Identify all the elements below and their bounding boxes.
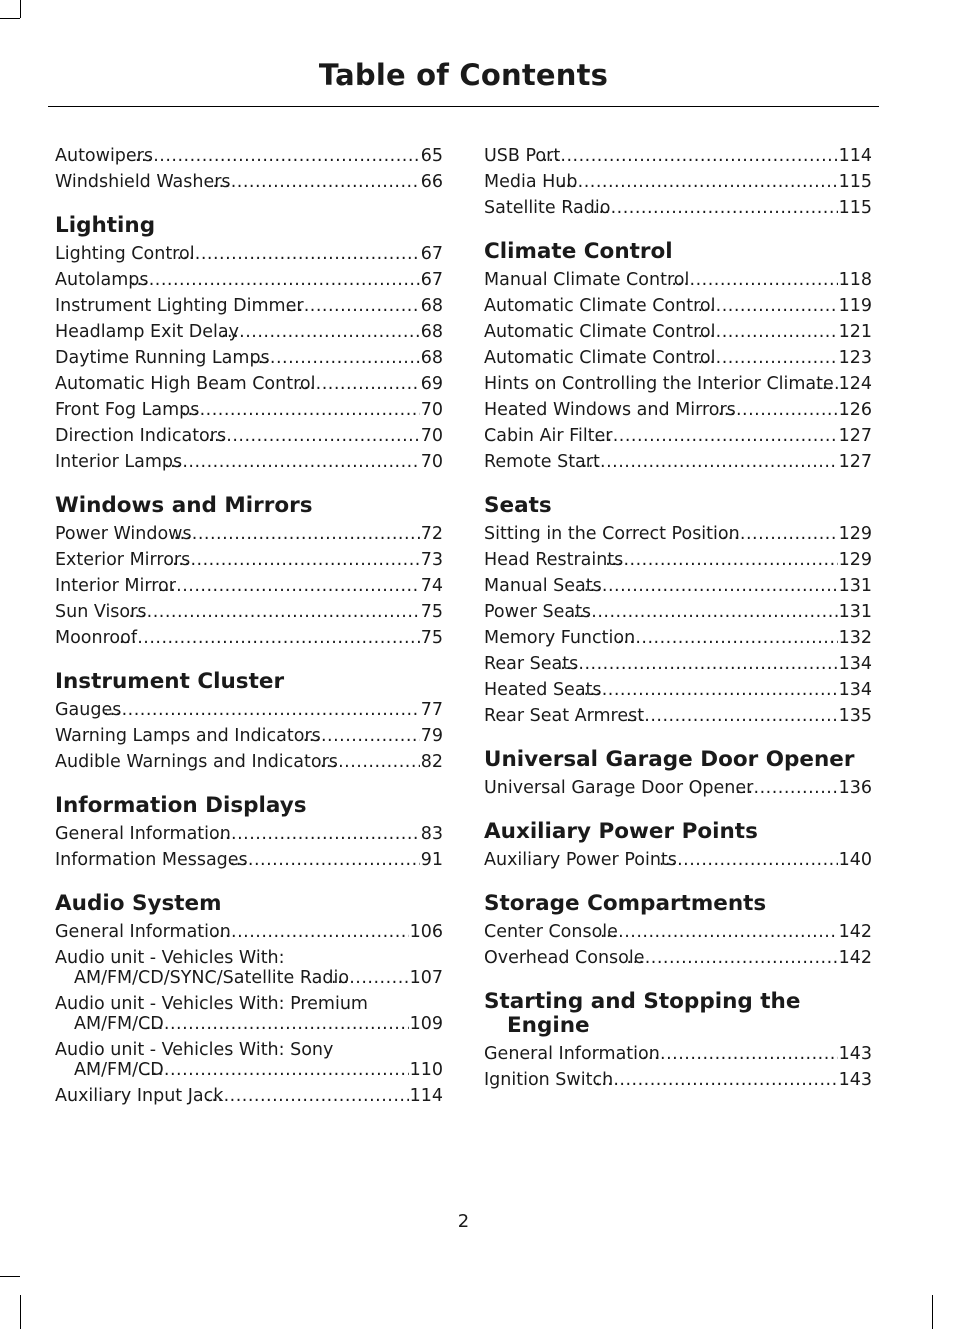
- toc-entry-title: Heated Seats .....: [484, 680, 838, 700]
- toc-entry[interactable]: [484, 426, 872, 446]
- toc-entry-page-number: 66: [420, 172, 443, 192]
- toc-entry[interactable]: [484, 146, 872, 166]
- toc-section-lighting: [55, 214, 443, 472]
- toc-entry[interactable]: [484, 198, 872, 218]
- toc-entry-title: Interior Mirror .....: [55, 576, 420, 596]
- toc-entry-page-number: 119: [838, 296, 872, 316]
- title-rule: [48, 106, 879, 107]
- toc-entry-title: Audible Warnings and Indicators .....: [55, 752, 420, 772]
- toc-entry-page-number: 129: [838, 550, 872, 570]
- toc-entry[interactable]: [55, 922, 443, 942]
- toc-entry-page-number: 114: [409, 1086, 443, 1106]
- toc-entry[interactable]: [484, 172, 872, 192]
- toc-entry[interactable]: [484, 1044, 872, 1064]
- toc-entry[interactable]: [484, 374, 872, 394]
- toc-entry[interactable]: [484, 628, 872, 648]
- toc-entry[interactable]: [55, 374, 443, 394]
- toc-entry-page-number: 115: [838, 198, 872, 218]
- toc-entry-title: Audio unit - Vehicles With: Premium AM/FM/CD .....: [55, 994, 409, 1034]
- toc-entry-title: Overhead Console .....: [484, 948, 838, 968]
- toc-entry[interactable]: [55, 576, 443, 596]
- toc-entry-page-number: 115: [838, 172, 872, 192]
- toc-entry-page-number: 70: [420, 452, 443, 472]
- toc-entry-title: Remote Start .....: [484, 452, 838, 472]
- toc-entry[interactable]: [55, 1086, 443, 1106]
- page-title: Table of Contents: [318, 58, 609, 92]
- toc-entry-page-number: 106: [409, 922, 443, 942]
- toc-entry-page-number: 68: [420, 296, 443, 316]
- toc-entry[interactable]: [484, 270, 872, 290]
- toc-entry[interactable]: [55, 850, 443, 870]
- toc-entry[interactable]: [484, 602, 872, 622]
- section-heading: Seats: [484, 493, 552, 518]
- toc-entry[interactable]: [55, 426, 443, 446]
- toc-entry-page-number: 121: [838, 322, 872, 342]
- toc-entry[interactable]: [484, 680, 872, 700]
- toc-section-information-displays: [55, 794, 443, 870]
- toc-entry[interactable]: [484, 654, 872, 674]
- toc-section-universal-garage-door-opener: [484, 748, 872, 798]
- toc-entry-title: Memory Function .....: [484, 628, 838, 648]
- toc-section-auxiliary-power-points: [484, 820, 872, 870]
- toc-entry[interactable]: [55, 452, 443, 472]
- toc-entry-page-number: 123: [838, 348, 872, 368]
- toc-entry-title: Sitting in the Correct Position .....: [484, 524, 838, 544]
- section-heading: Auxiliary Power Points: [484, 819, 758, 844]
- toc-entry[interactable]: [484, 778, 872, 798]
- toc-entry-title: Hints on Controlling the Interior Climate .....: [484, 374, 838, 394]
- toc-entry-page-number: 124: [838, 374, 872, 394]
- toc-section-starting-and-stopping-the-engine: [484, 990, 872, 1090]
- toc-entry[interactable]: [484, 922, 872, 942]
- toc-entry-title: Head Restraints .....: [484, 550, 838, 570]
- toc-entry-title: Information Messages .....: [55, 850, 420, 870]
- toc-entry-page-number: 77: [420, 700, 443, 720]
- toc-entry-page-number: 75: [420, 602, 443, 622]
- toc-entry-page-number: 91: [420, 850, 443, 870]
- toc-entry-title: Automatic Climate Control .....: [484, 322, 838, 342]
- toc-entry-title: Windshield Washers .....: [55, 172, 420, 192]
- toc-entry[interactable]: [55, 244, 443, 264]
- toc-entry-page-number: 68: [420, 322, 443, 342]
- toc-entry-title: Interior Lamps .....: [55, 452, 420, 472]
- section-heading: Starting and Stopping the Engine: [484, 989, 801, 1038]
- toc-entry-page-number: 135: [838, 706, 872, 726]
- toc-entry-page-number: 136: [838, 778, 872, 798]
- toc-entry[interactable]: [55, 172, 443, 192]
- toc-entry[interactable]: [484, 1070, 872, 1090]
- toc-entry-title: General Information .....: [55, 922, 409, 942]
- toc-entry-page-number: 134: [838, 654, 872, 674]
- toc-entry[interactable]: [55, 948, 443, 988]
- toc-entry-page-number: 74: [420, 576, 443, 596]
- toc-entry-page-number: 132: [838, 628, 872, 648]
- toc-entry-title: Gauges .....: [55, 700, 420, 720]
- toc-section-storage-compartments: [484, 892, 872, 968]
- toc-entry-title: Front Fog Lamps .....: [55, 400, 420, 420]
- toc-entry-title: Ignition Switch .....: [484, 1070, 838, 1090]
- toc-entry-page-number: 143: [838, 1070, 872, 1090]
- crop-mark-bottom-left-horizontal: [0, 1276, 20, 1277]
- toc-entry-page-number: 127: [838, 452, 872, 472]
- toc-entry-page-number: 82: [420, 752, 443, 772]
- toc-entry[interactable]: [55, 628, 443, 648]
- crop-mark-top-left-horizontal: [0, 18, 20, 19]
- toc-entry-page-number: 83: [420, 824, 443, 844]
- toc-entry-page-number: 110: [409, 1060, 443, 1080]
- toc-section: [484, 146, 872, 218]
- toc-entry[interactable]: [55, 994, 443, 1034]
- toc-entry[interactable]: [55, 348, 443, 368]
- toc-section-climate-control: [484, 240, 872, 472]
- toc-entry[interactable]: [55, 146, 443, 166]
- section-heading: Audio System: [55, 891, 222, 916]
- toc-entry-title: Warning Lamps and Indicators .....: [55, 726, 420, 746]
- toc-entry-page-number: 109: [409, 1014, 443, 1034]
- toc-entry-title: Rear Seat Armrest .....: [484, 706, 838, 726]
- toc-entry-page-number: 129: [838, 524, 872, 544]
- toc-section: [55, 146, 443, 192]
- toc-entry-page-number: 142: [838, 948, 872, 968]
- toc-entry[interactable]: [55, 524, 443, 544]
- crop-mark-bottom-left-vertical: [20, 1295, 21, 1329]
- section-heading: Information Displays: [55, 793, 307, 818]
- section-heading: Lighting: [55, 213, 156, 238]
- toc-entry[interactable]: [484, 850, 872, 870]
- toc-entry-title: Daytime Running Lamps .....: [55, 348, 420, 368]
- toc-entry-title: Automatic Climate Control .....: [484, 296, 838, 316]
- toc-column-right: [484, 146, 872, 1112]
- toc-entry-page-number: 79: [420, 726, 443, 746]
- toc-entry-title: Autolamps .....: [55, 270, 420, 290]
- toc-entry-title: Rear Seats .....: [484, 654, 838, 674]
- crop-mark-bottom-right-vertical: [932, 1295, 933, 1329]
- toc-entry-title: Manual Climate Control .....: [484, 270, 838, 290]
- toc-entry-page-number: 134: [838, 680, 872, 700]
- toc-entry-title: Exterior Mirrors .....: [55, 550, 420, 570]
- section-heading: Climate Control: [484, 239, 673, 264]
- toc-entry-page-number: 67: [420, 244, 443, 264]
- toc-entry-title: Sun Visors .....: [55, 602, 420, 622]
- toc-section-instrument-cluster: [55, 670, 443, 772]
- toc-entry-title: Lighting Control .....: [55, 244, 420, 264]
- toc-entry-title: General Information .....: [484, 1044, 838, 1064]
- toc-entry-page-number: 69: [420, 374, 443, 394]
- toc-entry[interactable]: [55, 550, 443, 570]
- toc-entry[interactable]: [484, 706, 872, 726]
- toc-entry[interactable]: [55, 752, 443, 772]
- toc-entry-page-number: 143: [838, 1044, 872, 1064]
- toc-entry[interactable]: [55, 1040, 443, 1080]
- toc-entry-title: Auxiliary Power Points .....: [484, 850, 838, 870]
- toc-entry-title: Moonroof .....: [55, 628, 420, 648]
- toc-entry-title: Auxiliary Input Jack .....: [55, 1086, 409, 1106]
- toc-section-seats: [484, 494, 872, 726]
- section-heading: Universal Garage Door Opener: [484, 747, 855, 772]
- toc-entry[interactable]: [484, 948, 872, 968]
- toc-entry[interactable]: [55, 296, 443, 316]
- toc-entry[interactable]: [55, 400, 443, 420]
- crop-mark-top-left-vertical: [20, 0, 21, 18]
- toc-entry-title: Center Console .....: [484, 922, 838, 942]
- toc-entry[interactable]: [484, 348, 872, 368]
- toc-entry[interactable]: [484, 524, 872, 544]
- toc-entry-title: Manual Seats .....: [484, 576, 838, 596]
- toc-entry-page-number: 72: [420, 524, 443, 544]
- toc-entry[interactable]: [55, 824, 443, 844]
- toc-entry-title: Instrument Lighting Dimmer .....: [55, 296, 420, 316]
- toc-entry-title: USB Port .....: [484, 146, 838, 166]
- toc-entry-title: Direction Indicators .....: [55, 426, 420, 446]
- toc-entry-page-number: 131: [838, 576, 872, 596]
- toc-entry-title: Autowipers .....: [55, 146, 420, 166]
- toc-entry-page-number: 127: [838, 426, 872, 446]
- toc-entry[interactable]: [55, 322, 443, 342]
- toc-entry-page-number: 65: [420, 146, 443, 166]
- toc-entry-title: Power Seats .....: [484, 602, 838, 622]
- toc-entry-title: Automatic Climate Control .....: [484, 348, 838, 368]
- toc-entry[interactable]: [484, 400, 872, 420]
- toc-entry-page-number: 70: [420, 426, 443, 446]
- toc-section-windows-and-mirrors: [55, 494, 443, 648]
- toc-entry-page-number: 140: [838, 850, 872, 870]
- toc-entry[interactable]: [55, 270, 443, 290]
- toc-entry-page-number: 75: [420, 628, 443, 648]
- toc-entry-title: Cabin Air Filter .....: [484, 426, 838, 446]
- toc-entry[interactable]: [484, 296, 872, 316]
- toc-entry-title: Audio unit - Vehicles With: Sony AM/FM/CD .....: [55, 1040, 409, 1080]
- section-heading: Storage Compartments: [484, 891, 767, 916]
- toc-entry[interactable]: [55, 700, 443, 720]
- toc-entry[interactable]: [484, 576, 872, 596]
- toc-entry-title: Automatic High Beam Control .....: [55, 374, 420, 394]
- toc-entry-title: General Information .....: [55, 824, 420, 844]
- section-heading: Windows and Mirrors: [55, 493, 313, 518]
- section-heading: Instrument Cluster: [55, 669, 285, 694]
- toc-entry-page-number: 142: [838, 922, 872, 942]
- toc-entry-title: Universal Garage Door Opener .....: [484, 778, 838, 798]
- toc-entry[interactable]: [55, 726, 443, 746]
- toc-entry-page-number: 73: [420, 550, 443, 570]
- toc-entry-page-number: 114: [838, 146, 872, 166]
- toc-entry-title: Media Hub .....: [484, 172, 838, 192]
- toc-entry[interactable]: [484, 452, 872, 472]
- toc-column-left: [55, 146, 443, 1128]
- toc-entry-page-number: 68: [420, 348, 443, 368]
- toc-entry[interactable]: [55, 602, 443, 622]
- toc-entry-title: Satellite Radio .....: [484, 198, 838, 218]
- toc-entry[interactable]: [484, 550, 872, 570]
- toc-entry-title: Heated Windows and Mirrors .....: [484, 400, 838, 420]
- toc-entry-title: Audio unit - Vehicles With: AM/FM/CD/SYNC/Satellite Radio .....: [55, 948, 409, 988]
- toc-entry-title: Power Windows .....: [55, 524, 420, 544]
- toc-section-audio-system: [55, 892, 443, 1106]
- toc-entry-page-number: 70: [420, 400, 443, 420]
- page-number: 2: [457, 1211, 470, 1232]
- toc-entry-page-number: 67: [420, 270, 443, 290]
- toc-entry-page-number: 118: [838, 270, 872, 290]
- toc-entry-page-number: 107: [409, 968, 443, 988]
- toc-entry-page-number: 126: [838, 400, 872, 420]
- toc-entry-title: Headlamp Exit Delay .....: [55, 322, 420, 342]
- toc-entry[interactable]: [484, 322, 872, 342]
- toc-entry-page-number: 131: [838, 602, 872, 622]
